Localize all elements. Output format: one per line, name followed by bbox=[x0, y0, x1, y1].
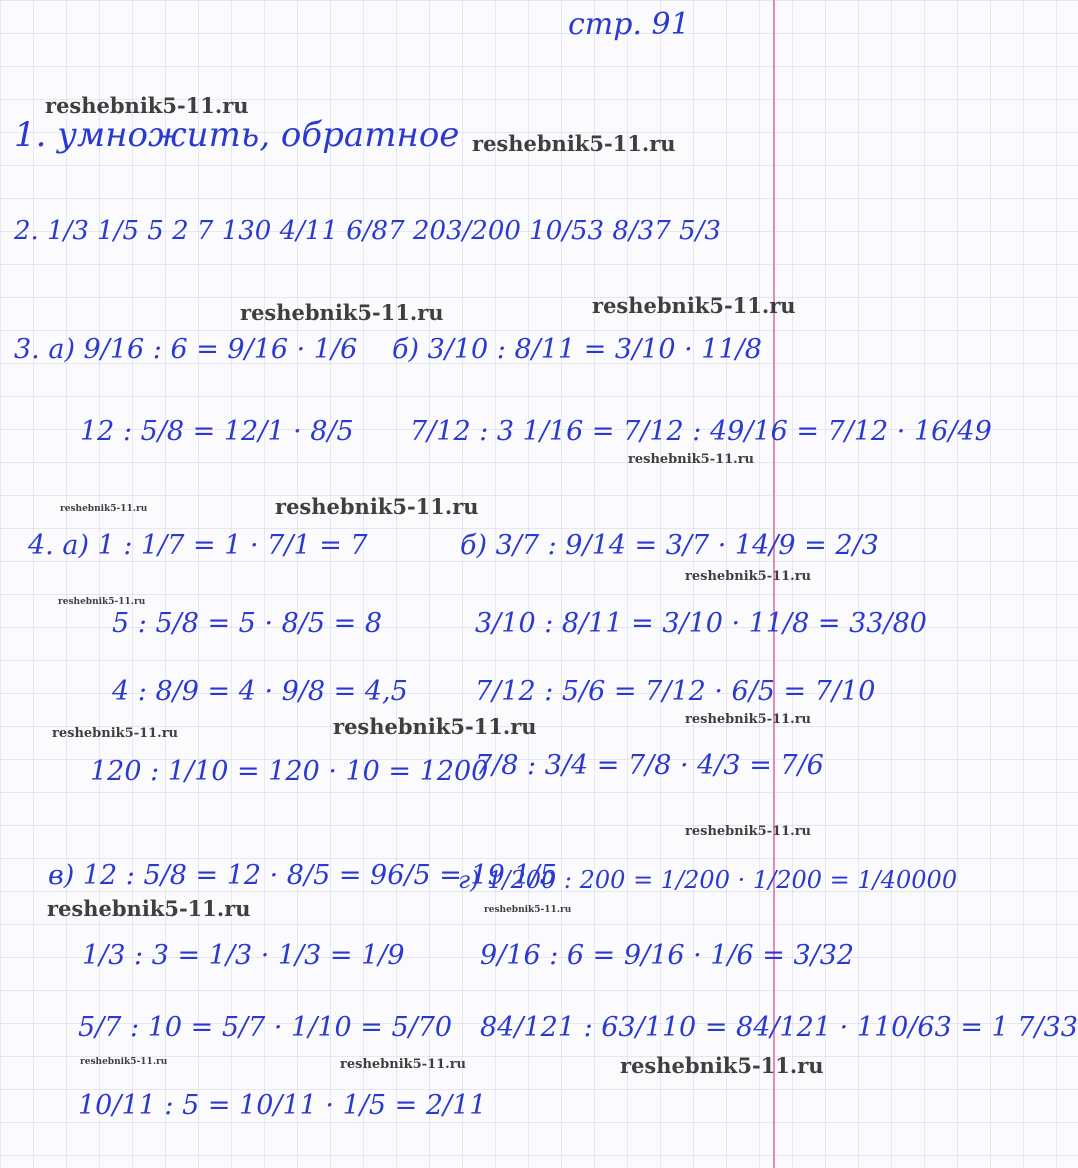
page-reference: стр. 91 bbox=[568, 7, 690, 42]
watermark: reshebnik5-11.ru bbox=[685, 712, 812, 727]
watermark: reshebnik5-11.ru bbox=[484, 905, 572, 915]
watermark: reshebnik5-11.ru bbox=[45, 93, 249, 118]
watermark: reshebnik5-11.ru bbox=[685, 824, 812, 839]
task-3a-line-2: 12 : 5/8 = 12/1 · 8/5 bbox=[80, 416, 354, 447]
watermark: reshebnik5-11.ru bbox=[340, 1057, 467, 1072]
task-4g-line-2: 9/16 : 6 = 9/16 · 1/6 = 3/32 bbox=[480, 940, 855, 971]
task-4a-line-2: 5 : 5/8 = 5 · 8/5 = 8 bbox=[112, 608, 383, 639]
task-4v-line-3: 5/7 : 10 = 5/7 · 1/10 = 5/70 bbox=[78, 1012, 453, 1043]
watermark: reshebnik5-11.ru bbox=[47, 896, 251, 921]
watermark: reshebnik5-11.ru bbox=[472, 131, 676, 156]
task-1-answer: 1. умножить, обратное bbox=[14, 115, 460, 155]
task-4v-line-4: 10/11 : 5 = 10/11 · 1/5 = 2/11 bbox=[78, 1090, 487, 1121]
task-2-answers: 2. 1/3 1/5 5 2 7 130 4/11 6/87 203/200 10/53 8/37 5/3 bbox=[14, 216, 721, 246]
task-3a-line-1: 3. а) 9/16 : 6 = 9/16 · 1/6 bbox=[14, 334, 358, 365]
task-4a-line-4: 120 : 1/10 = 120 · 10 = 1200 bbox=[90, 756, 489, 787]
task-4b-line-4: 7/8 : 3/4 = 7/8 · 4/3 = 7/6 bbox=[475, 750, 824, 781]
watermark: reshebnik5-11.ru bbox=[80, 1057, 168, 1067]
task-4g-line-1: г) 1/200 : 200 = 1/200 · 1/200 = 1/40000 bbox=[458, 866, 958, 894]
task-4a-line-3: 4 : 8/9 = 4 · 9/8 = 4,5 bbox=[112, 676, 408, 707]
task-3b-line-1: б) 3/10 : 8/11 = 3/10 · 11/8 bbox=[392, 334, 762, 365]
task-4b-line-3: 7/12 : 5/6 = 7/12 · 6/5 = 7/10 bbox=[475, 676, 876, 707]
watermark: reshebnik5-11.ru bbox=[333, 714, 537, 739]
task-4a-line-1: 4. а) 1 : 1/7 = 1 · 7/1 = 7 bbox=[28, 530, 368, 561]
watermark: reshebnik5-11.ru bbox=[52, 726, 179, 741]
watermark: reshebnik5-11.ru bbox=[620, 1053, 824, 1078]
task-4v-line-1: в) 12 : 5/8 = 12 · 8/5 = 96/5 = 19 1/5 bbox=[48, 860, 557, 891]
task-4g-line-3: 84/121 : 63/110 = 84/121 · 110/63 = 1 7/33 bbox=[480, 1012, 1078, 1043]
task-4b-line-1: б) 3/7 : 9/14 = 3/7 · 14/9 = 2/3 bbox=[460, 530, 879, 561]
watermark: reshebnik5-11.ru bbox=[628, 452, 755, 467]
task-4v-line-2: 1/3 : 3 = 1/3 · 1/3 = 1/9 bbox=[82, 940, 405, 971]
watermark: reshebnik5-11.ru bbox=[685, 569, 812, 584]
task-4b-line-2: 3/10 : 8/11 = 3/10 · 11/8 = 33/80 bbox=[475, 608, 927, 639]
watermark: reshebnik5-11.ru bbox=[275, 494, 479, 519]
watermark: reshebnik5-11.ru bbox=[592, 293, 796, 318]
watermark: reshebnik5-11.ru bbox=[60, 504, 148, 514]
task-3b-line-2: 7/12 : 3 1/16 = 7/12 : 49/16 = 7/12 · 16/49 bbox=[410, 416, 992, 447]
watermark: reshebnik5-11.ru bbox=[58, 597, 146, 607]
notebook-margin-line bbox=[773, 0, 775, 1168]
watermark: reshebnik5-11.ru bbox=[240, 300, 444, 325]
